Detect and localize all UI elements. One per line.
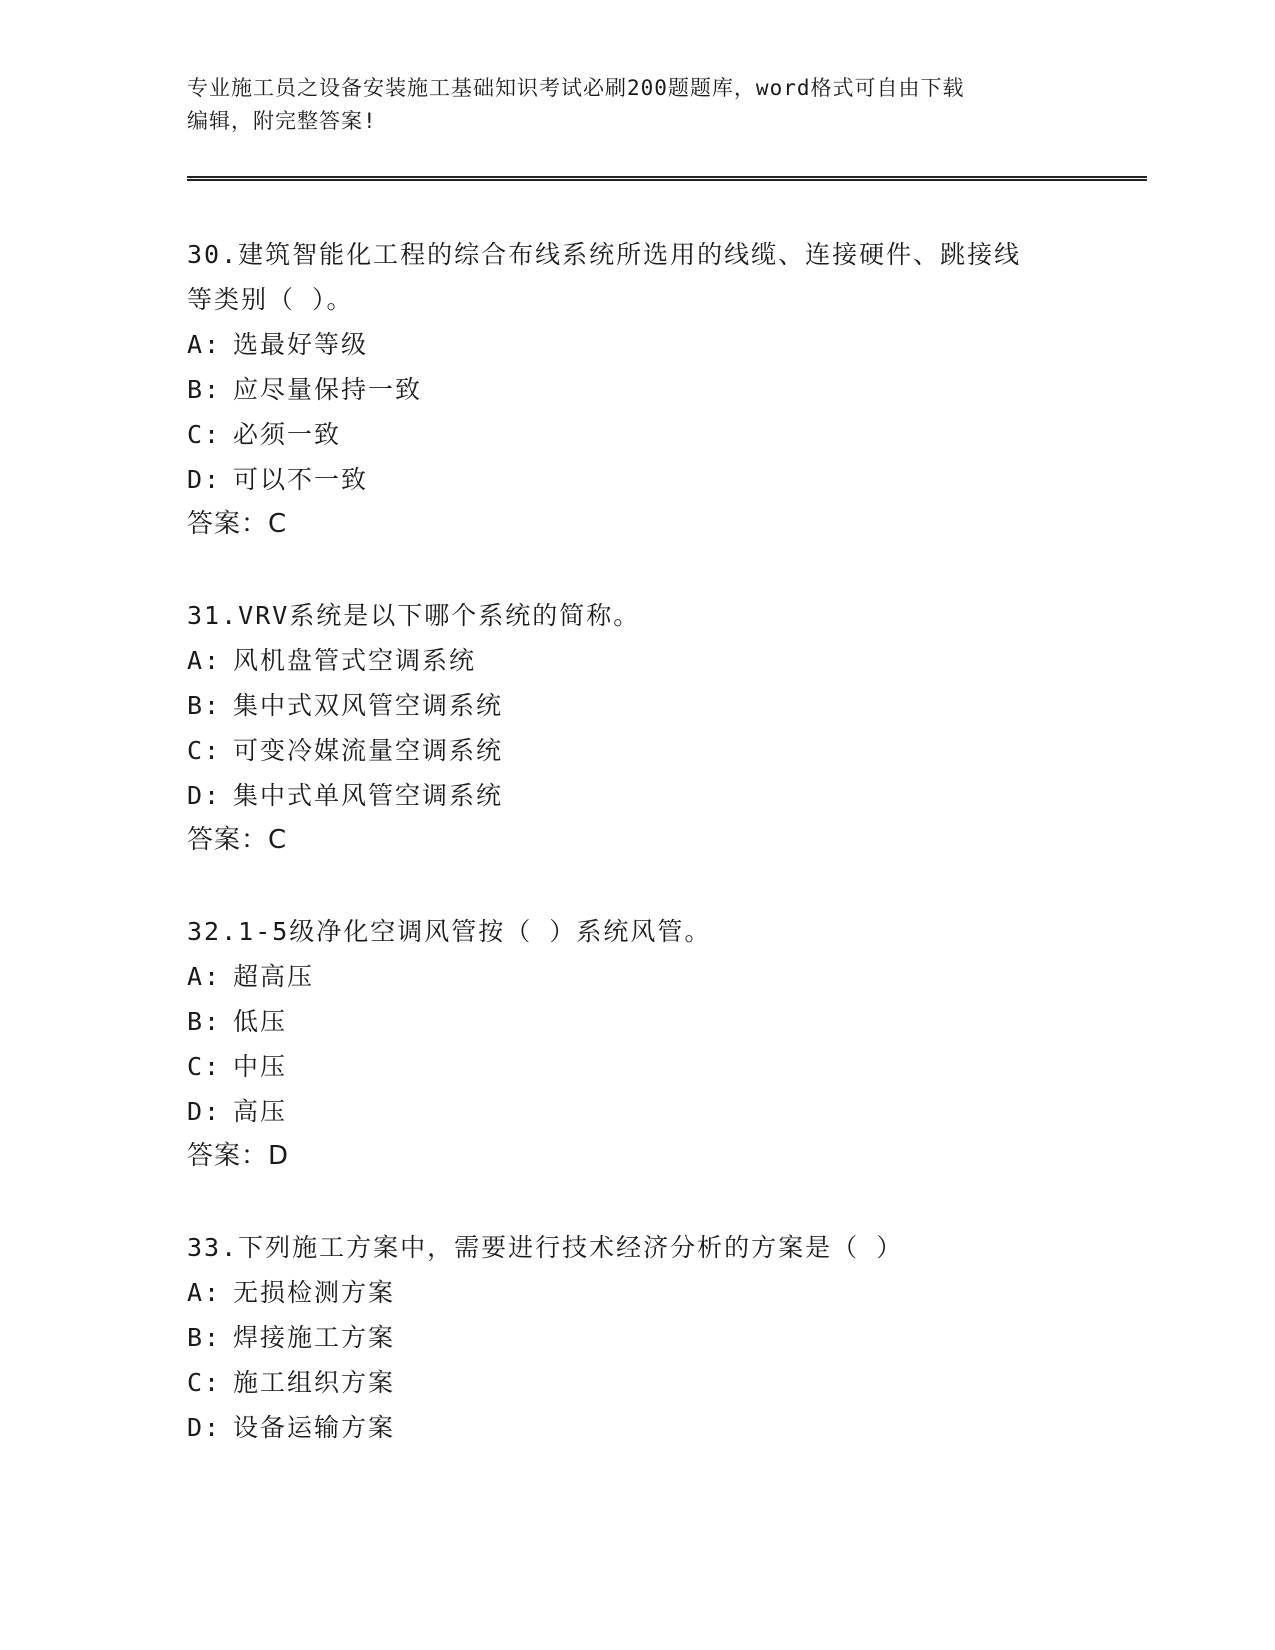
option-a bbox=[187, 322, 1067, 367]
option-b bbox=[187, 683, 1067, 728]
option-letter: B: bbox=[187, 691, 222, 720]
question-stem: 33.下列施工方案中，需要进行技术经济分析的方案是（ ） bbox=[187, 1233, 904, 1262]
question-stem-continued: 等类别（ ）。 bbox=[187, 285, 354, 314]
option-letter: A: bbox=[187, 1278, 222, 1307]
option-b bbox=[187, 1315, 1067, 1360]
option-letter: B: bbox=[187, 1323, 222, 1352]
option-text: 集中式单风管空调系统 bbox=[233, 781, 504, 810]
option-letter: C: bbox=[187, 1052, 222, 1081]
option-b bbox=[187, 367, 1067, 412]
header-line-2: 编辑，附完整答案! bbox=[187, 109, 377, 133]
option-text: 高压 bbox=[233, 1097, 288, 1126]
option-letter: C: bbox=[187, 420, 222, 449]
option-text: 设备运输方案 bbox=[233, 1413, 396, 1442]
question-stem: 32.1-5级净化空调风管按（ ）系统风管。 bbox=[187, 917, 712, 946]
option-text: 中压 bbox=[233, 1052, 288, 1081]
option-a bbox=[187, 954, 1067, 999]
option-letter: B: bbox=[187, 375, 222, 404]
question-30 bbox=[187, 232, 1067, 547]
option-letter: D: bbox=[187, 1413, 222, 1442]
option-text: 焊接施工方案 bbox=[233, 1323, 396, 1352]
option-text: 无损检测方案 bbox=[233, 1278, 396, 1307]
question-33 bbox=[187, 1225, 1067, 1450]
header-divider bbox=[187, 176, 1147, 181]
option-letter: B: bbox=[187, 1007, 222, 1036]
option-text: 应尽量保持一致 bbox=[233, 375, 423, 404]
answer-line: 答案：D bbox=[187, 1141, 290, 1171]
option-d bbox=[187, 773, 1067, 818]
option-letter: D: bbox=[187, 1097, 222, 1126]
document-header bbox=[187, 72, 1067, 138]
option-text: 集中式双风管空调系统 bbox=[233, 691, 504, 720]
option-letter: D: bbox=[187, 465, 222, 494]
question-31 bbox=[187, 593, 1067, 863]
option-letter: C: bbox=[187, 1368, 222, 1397]
question-stem: 30.建筑智能化工程的综合布线系统所选用的线缆、连接硬件、跳接线 bbox=[187, 240, 1022, 269]
option-text: 风机盘管式空调系统 bbox=[233, 646, 477, 675]
option-c bbox=[187, 728, 1067, 773]
option-d bbox=[187, 1089, 1067, 1134]
option-d bbox=[187, 457, 1067, 502]
option-text: 选最好等级 bbox=[233, 330, 369, 359]
option-letter: A: bbox=[187, 330, 222, 359]
option-text: 低压 bbox=[233, 1007, 288, 1036]
option-a bbox=[187, 638, 1067, 683]
option-letter: A: bbox=[187, 962, 222, 991]
option-a bbox=[187, 1270, 1067, 1315]
option-c bbox=[187, 1360, 1067, 1405]
option-b bbox=[187, 999, 1067, 1044]
option-text: 可以不一致 bbox=[233, 465, 369, 494]
question-stem: 31.VRV系统是以下哪个系统的简称。 bbox=[187, 601, 641, 630]
option-text: 施工组织方案 bbox=[233, 1368, 396, 1397]
option-letter: A: bbox=[187, 646, 222, 675]
option-c bbox=[187, 412, 1067, 457]
option-text: 超高压 bbox=[233, 962, 315, 991]
header-line-1: 专业施工员之设备安装施工基础知识考试必刷200题题库，word格式可自由下载 bbox=[187, 76, 965, 100]
option-text: 必须一致 bbox=[233, 420, 342, 449]
option-text: 可变冷媒流量空调系统 bbox=[233, 736, 504, 765]
question-32 bbox=[187, 909, 1067, 1179]
option-letter: C: bbox=[187, 736, 222, 765]
answer-line: 答案：C bbox=[187, 825, 288, 855]
option-c bbox=[187, 1044, 1067, 1089]
answer-line: 答案：C bbox=[187, 509, 288, 539]
question-list bbox=[187, 232, 1067, 1496]
option-d bbox=[187, 1405, 1067, 1450]
option-letter: D: bbox=[187, 781, 222, 810]
